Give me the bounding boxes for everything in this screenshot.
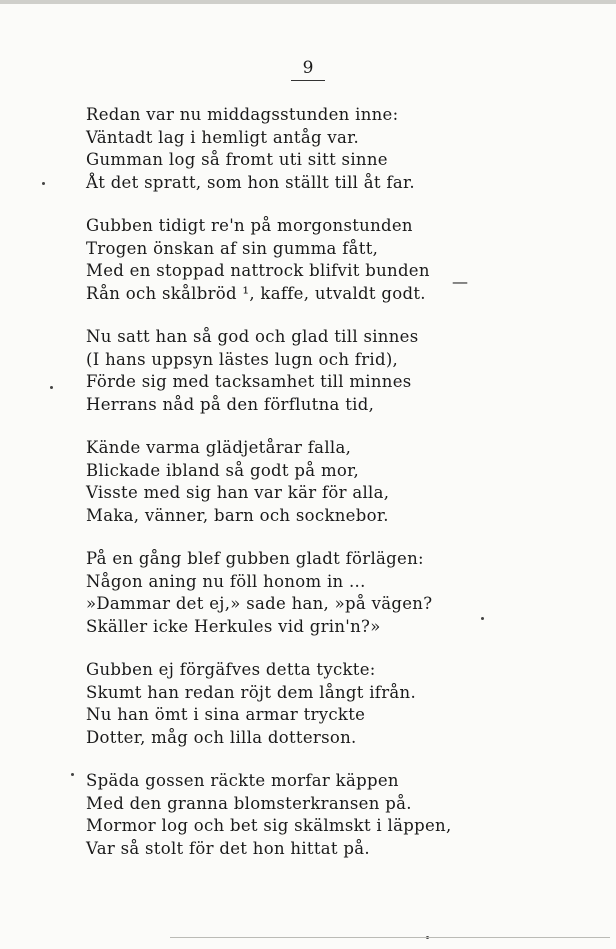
paper-speck [71,773,74,776]
poem-line: Rån och skålbröd ¹, kaffe, utvaldt godt. [86,283,426,303]
poem-line: Blickade ibland så godt på mor, [86,460,360,480]
poem-line: Med den granna blomsterkransen på. [86,793,412,813]
poem-line: Gumman log så fromt uti sitt sinne [86,150,388,169]
poem-line: Redan var nu middagsstunden inne: [86,105,399,124]
poem-line: Dotter, måg och lilla dotterson. [86,727,357,747]
poem-line: Kände varma glädjetårar falla, [86,438,352,457]
paper-speck [481,617,484,620]
stanza-2 [86,215,586,305]
poem-line: Var så stolt för det hon hittat på. [86,838,370,858]
poem-line: Trogen önskan af sin gumma fått, [86,238,379,258]
poem-line: Förde sig med tacksamhet till minnes [86,372,412,391]
poem-line: På en gång blef gubben gladt förlägen: [86,549,424,568]
stanza-3 [86,326,586,416]
bottom-edge-rule [170,937,610,938]
paper-speck [50,386,53,389]
poem-line: Späda gossen räckte morfar käppen [86,771,399,790]
stanza-1 [86,104,586,194]
top-edge-rule [0,0,616,4]
poem-line: Skäller icke Herkules vid grin'n?» [86,616,381,636]
poem-line: Maka, vänner, barn och socknebor. [86,505,389,525]
poem-line: Nu satt han så god och glad till sinnes [86,327,419,346]
poem-line: Åt det spratt, som hon ställt till åt far. [86,172,415,192]
poem-line: Herrans nåd på den förflutna tid, [86,394,375,414]
poem-line: Gubben tidigt re'n på morgonstunden [86,216,413,235]
marginal-dash: — [452,272,468,291]
poem-line: Mormor log och bet sig skälmskt i läppen, [86,816,452,835]
poem-line: Väntadt lag i hemligt antåg var. [86,127,360,147]
paper-speck [42,182,45,185]
poem-line: Med en stoppad nattrock blifvit bunden [86,261,430,280]
poem-line: Gubben ej förgäfves detta tyckte: [86,660,376,679]
stanza-4 [86,437,586,527]
stanza-7 [86,770,586,860]
poem [86,104,586,881]
poem-line: Skumt han redan röjt dem långt ifrån. [86,682,416,702]
poem-line: »Dammar det ej,» sade han, »på vägen? [86,594,433,613]
poem-line: (I hans uppsyn lästes lugn och frid), [86,349,399,369]
page-number [0,58,616,81]
poem-line: Visste med sig han var kär för alla, [86,483,390,502]
stanza-6 [86,659,586,749]
poem-line: Någon aning nu föll honom in ... [86,571,366,591]
stanza-5 [86,548,586,638]
page-number-text: 9 [291,58,326,81]
poem-line: Nu han ömt i sina armar tryckte [86,705,366,724]
